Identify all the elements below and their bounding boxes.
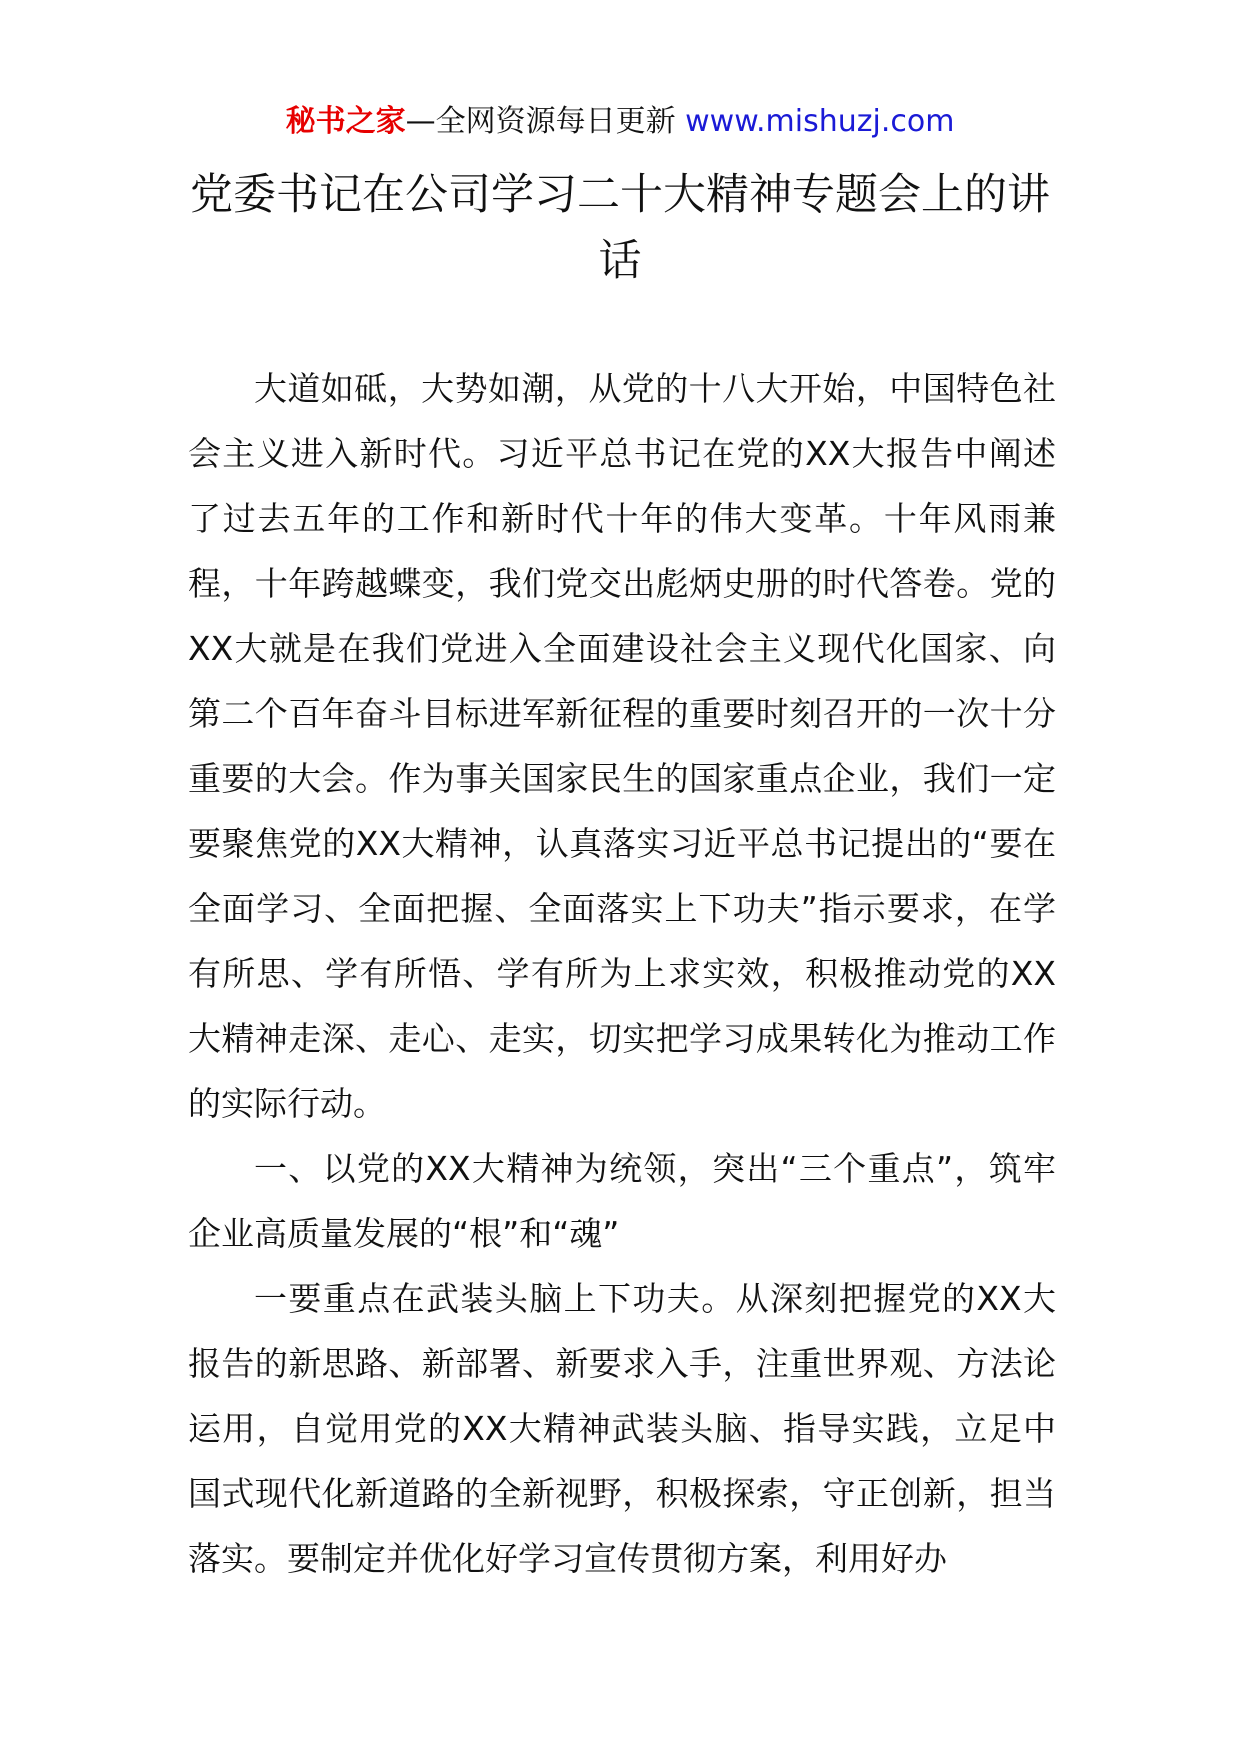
- site-slogan: —全网资源每日更新: [405, 104, 676, 139]
- document-title: 党委书记在公司学习二十大精神专题会上的讲话: [190, 170, 1050, 286]
- paragraph-point-1: 一要重点在武装头脑上下功夫。从深刻把握党的XX大报告的新思路、新部署、新要求入手，注重世界观、方法论运用，自觉用党的XX大精神武装头脑、指导实践，立足中国式现代化新道路的全新视野，积极探索，守正创新，担当落实。要制定并优化好学习宣传贯彻方案，利用好办: [188, 1279, 1056, 1578]
- paragraph-intro: 大道如砥，大势如潮，从党的十八大开始，中国特色社会主义进入新时代。习近平总书记在党的XX大报告中阐述了过去五年的工作和新时代十年的伟大变革。十年风雨兼程，十年跨越蝶变，我们党交出彪炳史册的时代答卷。党的XX大就是在我们党进入全面建设社会主义现代化国家、向第二个百年奋斗目标进军新征程的重要时刻召开的一次十分重要的大会。作为事关国家民生的国家重点企业，我们一定要聚焦党的XX大精神，认真落实习近平总书记提出的“要在全面学习、全面把握、全面落实上下功夫”指示要求，在学有所思、学有所悟、学有所为上求实效，积极推动党的XX大精神走深、走心、走实，切实把学习成果转化为推动工作的实际行动。: [188, 369, 1056, 1123]
- section-heading-1: 一、以党的XX大精神为统领，突出“三个重点”，筑牢企业高质量发展的“根”和“魂”: [188, 1149, 1056, 1253]
- site-brand: 秘书之家: [285, 104, 406, 139]
- site-header: [0, 102, 1240, 142]
- document-body: [188, 356, 1056, 1591]
- site-url-link[interactable]: www.mishuzj.com: [685, 104, 955, 139]
